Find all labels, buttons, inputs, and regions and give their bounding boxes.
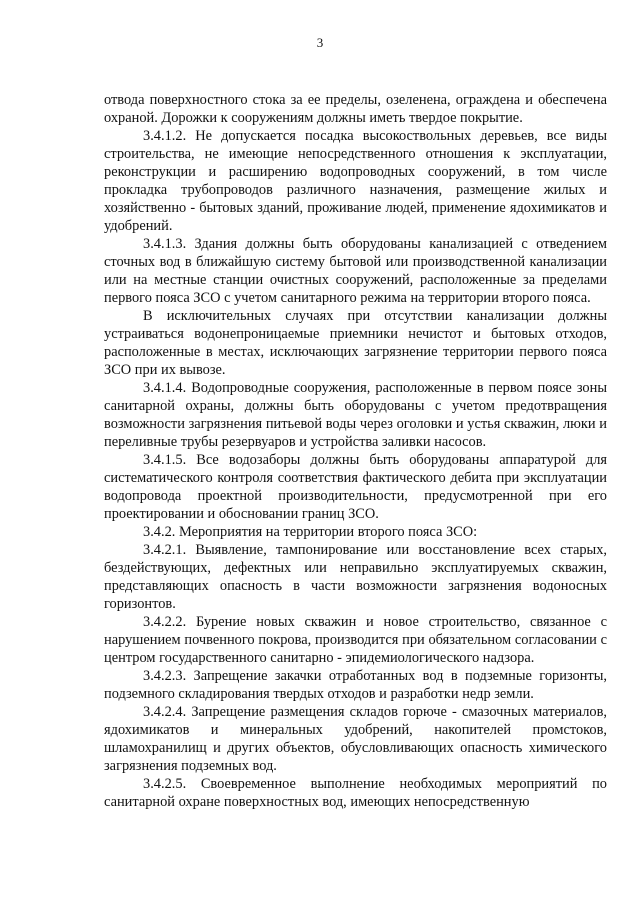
paragraph: В исключительных случаях при отсутствии канализации должны устраиваться водонепроницаемые приемники нечистот и бытовых отходов, расположенные в местах, исключающих загрязнение территории первого пояса ЗСО при их вывозе. [104,308,607,378]
paragraph: 3.4.2.3. Запрещение закачки отработанных вод в подземные горизонты, подземного складирования твердых отходов и разработки недр земли. [104,668,607,702]
paragraph: 3.4.2. Мероприятия на территории второго пояса ЗСО: [143,524,478,540]
paragraph: 3.4.1.2. Не допускается посадка высокоствольных деревьев, все виды строительства, не имеющие непосредственного отношения к эксплуатации, реконструкции и расширению водопроводных сооружений, в том числе прокладка трубопроводов различного назначения, размещение жилых и хозяйственно - бытовых зданий, проживание людей, применение ядохимикатов и удобрений. [104,128,607,234]
paragraph: 3.4.2.5. Своевременное выполнение необходимых мероприятий по санитарной охране поверхностных вод, имеющих непосредственную [104,776,607,810]
paragraph: 3.4.1.3. Здания должны быть оборудованы канализацией с отведением сточных вод в ближайшую систему бытовой или производственной канализации или на местные станции очистных сооружений, расположенные за пределами первого пояса ЗСО с учетом санитарного режима на территории второго пояса. [104,236,607,306]
page-number: 3 [316,35,324,50]
paragraph: 3.4.1.5. Все водозаборы должны быть оборудованы аппаратурой для систематического контроля соответствия фактического дебита при эксплуатации водопровода проектной производительности, предусмотренной при его проектировании и обосновании границ ЗСО. [104,452,607,522]
document-body [104,91,607,811]
paragraph: 3.4.2.4. Запрещение размещения складов горюче - смазочных материалов, ядохимикатов и минеральных удобрений, накопителей промстоков, шламохранилищ и других объектов, обусловливающих опасность химического загрязнения подземных вод. [104,704,607,774]
paragraph: 3.4.2.2. Бурение новых скважин и новое строительство, связанное с нарушением почвенного покрова, производится при обязательном согласовании с центром государственного санитарно - эпидемиологического надзора. [104,614,607,666]
paragraph: 3.4.2.1. Выявление, тампонирование или восстановление всех старых, бездействующих, дефектных или неправильно эксплуатируемых скважин, представляющих опасность в части возможности загрязнения водоносных горизонтов. [104,542,607,612]
paragraph: отвода поверхностного стока за ее пределы, озеленена, ограждена и обеспечена охраной. Дорожки к сооружениям должны иметь твердое покрытие. [104,92,607,126]
paragraph: 3.4.1.4. Водопроводные сооружения, расположенные в первом поясе зоны санитарной охраны, должны быть оборудованы с учетом предотвращения возможности загрязнения питьевой воды через оголовки и устья скважин, люки и переливные трубы резервуаров и устройства заливки насосов. [104,380,607,450]
